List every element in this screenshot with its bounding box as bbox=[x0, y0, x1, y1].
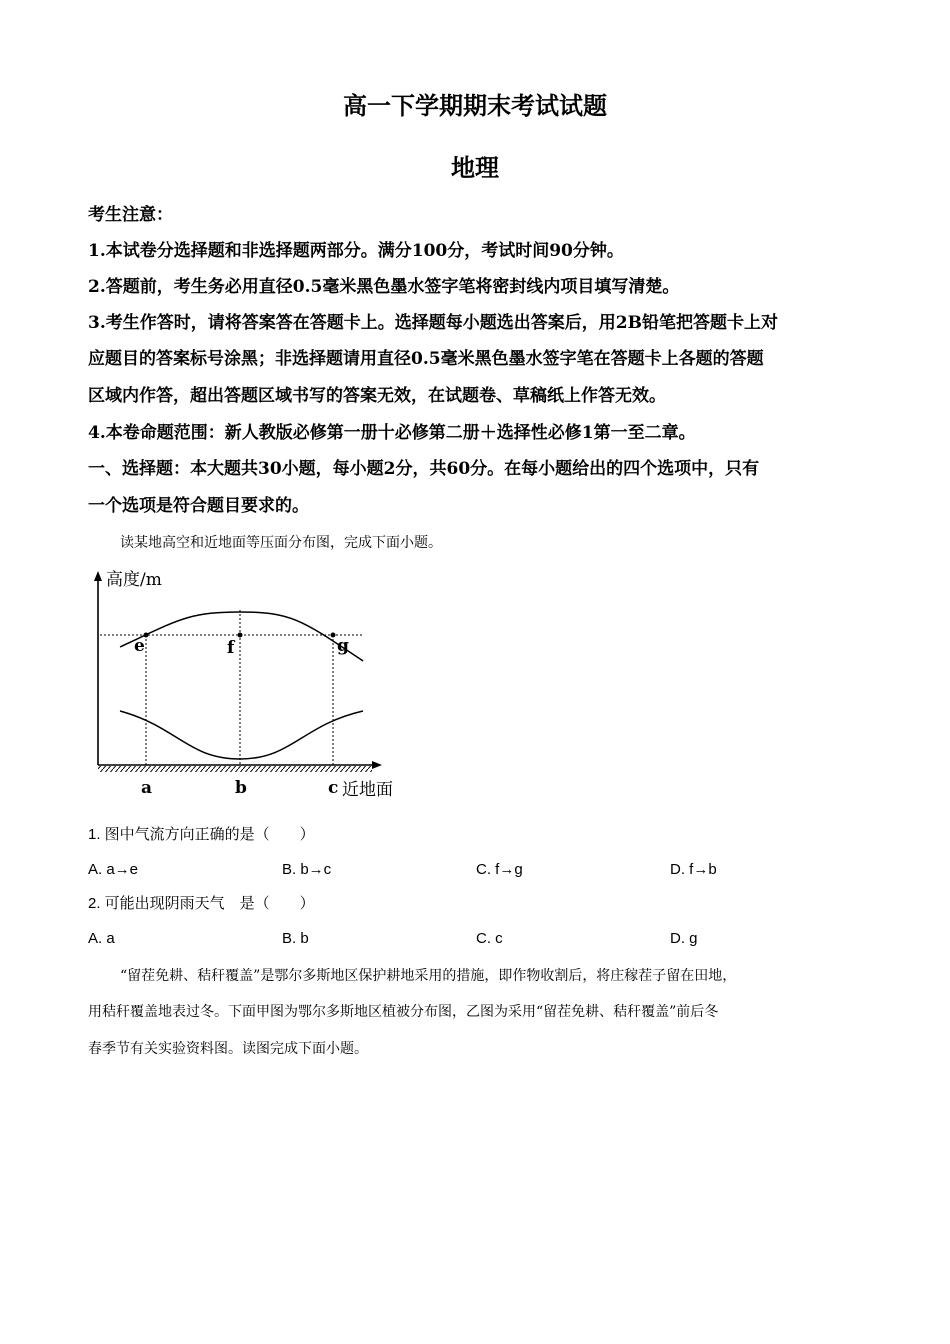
x-axis-arrow bbox=[372, 761, 382, 769]
point-f-marker bbox=[238, 633, 243, 638]
isobar-figure bbox=[88, 565, 418, 805]
label-f: f bbox=[227, 638, 235, 658]
section-heading-cont: 一个选项是符合题目要求的。 bbox=[88, 496, 309, 516]
notice-item: 2.答题前，考生务必用直径0.5毫米黑色墨水签字笔将密封线内项目填写清楚。 bbox=[88, 277, 680, 297]
surface-isobar bbox=[120, 711, 363, 759]
ground-hatch bbox=[98, 766, 372, 772]
notice-item: 1.本试卷分选择题和非选择题两部分。满分100分，考试时间90分钟。 bbox=[88, 241, 624, 261]
question-2-option-c[interactable]: C. c bbox=[476, 930, 503, 947]
y-axis-label: 高度/m bbox=[106, 570, 162, 590]
question-1-option-b[interactable]: B. b→c bbox=[282, 861, 332, 878]
label-a: a bbox=[141, 778, 153, 798]
notice-item: 3.考生作答时，请将答案答在答题卡上。选择题每小题选出答案后，用2B铅笔把答题卡上对 bbox=[88, 313, 778, 333]
y-axis-arrow bbox=[94, 571, 102, 581]
exam-title: 高一下学期期末考试试题 bbox=[343, 91, 607, 120]
question-2-option-a[interactable]: A. a bbox=[88, 930, 115, 947]
label-e: e bbox=[134, 636, 145, 656]
notice-item: 4.本卷命题范围：新人教版必修第一册十必修第二册＋选择性必修1第一至二章。 bbox=[88, 423, 696, 443]
intro2-line: 用秸秆覆盖地表过冬。下面甲图为鄂尔多斯地区植被分布图，乙图为采用“留茬免耕、秸秆覆盖”前后冬 bbox=[88, 1004, 719, 1020]
question-1-stem: 1. 图中气流方向正确的是（ ） bbox=[88, 826, 315, 843]
question-1-option-d[interactable]: D. f→b bbox=[670, 861, 717, 878]
intro2-line: 春季节有关实验资料图。读图完成下面小题。 bbox=[88, 1041, 368, 1057]
question-2-option-b[interactable]: B. b bbox=[282, 930, 309, 947]
notice-heading: 考生注意： bbox=[88, 205, 173, 225]
isobar-diagram bbox=[88, 565, 418, 805]
x-axis-label: 近地面 bbox=[342, 780, 393, 800]
intro2-line: “留茬免耕、秸秆覆盖”是鄂尔多斯地区保护耕地采用的措施，即作物收割后，将庄稼茬子留在田地， bbox=[120, 968, 737, 984]
label-g: g bbox=[337, 636, 349, 656]
label-b: b bbox=[235, 778, 247, 798]
label-c: c bbox=[328, 778, 339, 798]
section-heading: 一、选择题：本大题共30小题，每小题2分，共60分。在每小题给出的四个选项中，只有 bbox=[88, 459, 760, 479]
notice-item: 区域内作答，超出答题区域书写的答案无效，在试题卷、草稿纸上作答无效。 bbox=[88, 386, 666, 406]
point-g-marker bbox=[331, 633, 336, 638]
question-1-option-a[interactable]: A. a→e bbox=[88, 861, 139, 878]
notice-item: 应题目的答案标号涂黑；非选择题请用直径0.5毫米黑色墨水签字笔在答题卡上各题的答题 bbox=[88, 349, 764, 369]
question-1-option-c[interactable]: C. f→g bbox=[476, 861, 523, 878]
subject-title: 地理 bbox=[451, 153, 499, 182]
question-2-option-d[interactable]: D. g bbox=[670, 930, 698, 947]
question-2-stem: 2. 可能出现阴雨天气 是（ ） bbox=[88, 895, 315, 912]
intro-text: 读某地高空和近地面等压面分布图，完成下面小题。 bbox=[120, 535, 442, 551]
